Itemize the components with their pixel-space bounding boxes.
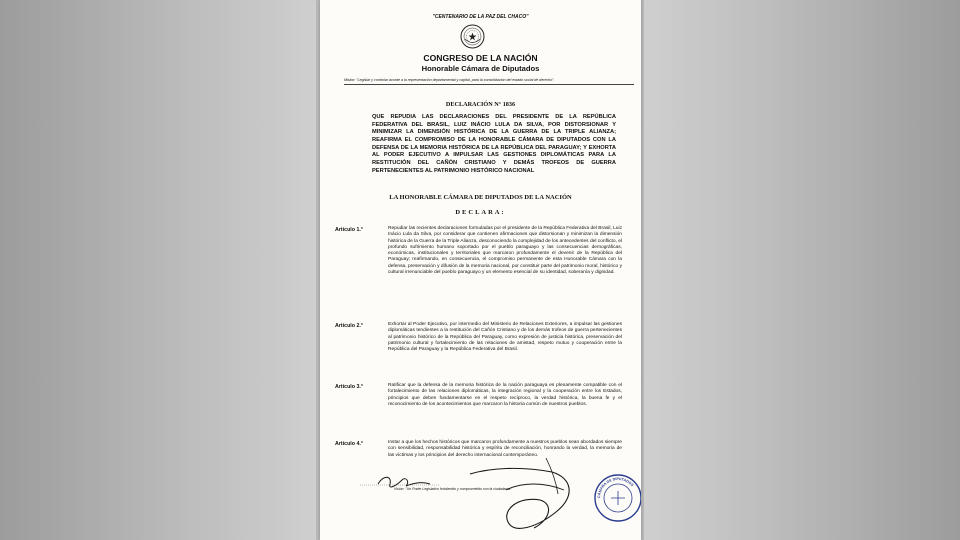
header-divider bbox=[344, 84, 634, 85]
chamber-heading: LA HONORABLE CÁMARA DE DIPUTADOS DE LA NACIÓN bbox=[389, 194, 572, 201]
mision-statement: Misión: "Legislar y controlar acorde a la representación departamental y capital, para la consolidación del estado social de derecho". bbox=[344, 78, 555, 82]
blurred-background-left bbox=[0, 0, 316, 540]
declaracion-number: DECLARACIÓN N° 1836 bbox=[445, 101, 516, 108]
document-page bbox=[320, 0, 641, 540]
declara-heading: DECLARA: bbox=[455, 209, 506, 216]
article-3-text: Ratificar que la defensa de la memoria histórica de la nación paraguaya es plenamente compatible con el fortalecimiento de las relaciones diplomáticas, la integración regional y la cooperación entre los Estados, principios que deben fundamentarse en el respeto recíproco, la verdad histórica, la buena fe y el reconocimiento de los acontecimientos que marcaron la historia común de nuestros pueblos. bbox=[388, 383, 622, 407]
congress-name: CONGRESO DE LA NACIÓN bbox=[423, 53, 538, 63]
article-1-label: Artículo 1.° bbox=[335, 227, 364, 233]
declaracion-intro: QUE REPUDIA LAS DECLARACIONES DEL PRESIDENTE DE LA REPÚBLICA FEDERATIVA DEL BRASIL, LUIZ INÁCIO LULA DA SILVA, POR DISTORSIONAR Y MINIMIZAR LA DIMENSIÓN HISTÓRICA DE LA GUERRA DE LA TRIPLE ALIANZA; REAFIRMA EL COMPROMISO DE LA HONORABLE CÁMARA DE DIPUTADOS CON LA DEFENSA DE LA MEMORIA HISTÓRICA DE LA REPÚBLICA DEL PARAGUAY; Y EXHORTA AL PODER EJECUTIVO A IMPULSAR LAS GESTIONES DIPLOMÁTICAS PARA LA RESTITUCIÓN DEL CAÑÓN CRISTIANO Y DEMÁS TROFEOS DE GUERRA PERTENECIENTES AL PATRIMONIO HISTÓRICO NACIONAL bbox=[372, 114, 616, 174]
vision-statement: Visión: "Un Poder Legislativo fortalecido y comprometido con la ciudadanía". bbox=[394, 487, 513, 491]
article-1-text: Repudiar las recientes declaraciones formuladas por el presidente de la República Federativa del Brasil, Luiz Inácio Lula da Silva, por considerar que contienen afirmaciones que distorsionan y minimizan la dimensión histórica de la Guerra de la Triple Alianza, desconociendo la complejidad de los antecedentes del conflicto, el profundo sufrimiento humano soportado por el pueblo paraguayo y las consecuencias demográficas, económicas, institucionales y territoriales que marcaron profundamente el devenir de la República del Paraguay; reafirmando, en consecuencia, el compromiso permanente de esta Honorable Cámara con la defensa, preservación y difusión de la memoria nacional, por constituir parte del patrimonio moral, histórico y cultural irrenunciable del pueblo paraguayo y un elemento esencial de su identidad, soberanía y dignidad. bbox=[388, 226, 622, 275]
national-seal-icon bbox=[460, 24, 485, 49]
official-stamp bbox=[592, 472, 641, 524]
article-2-label: Artículo 2.° bbox=[335, 323, 364, 329]
article-3-label: Artículo 3.° bbox=[335, 384, 364, 390]
centenario-header: "CENTENARIO DE LA PAZ DEL CHACO" bbox=[432, 14, 529, 20]
chamber-name: Honorable Cámara de Diputados bbox=[421, 64, 540, 73]
blurred-background-right bbox=[644, 0, 960, 540]
article-4-text: Instar a que los hechos históricos que marcaron profundamente a nuestros pueblos sean abordados siempre con sensibilidad, responsabilidad histórica y espíritu de reconciliación, honrando la verdad, la memoria de las víctimas y los principios del derecho internacional contemporáneo. bbox=[388, 440, 622, 458]
stamp-lettering: CÁMARA DE DIPUTADOS bbox=[596, 476, 635, 499]
article-4-label: Artículo 4.° bbox=[335, 441, 364, 447]
article-2-text: Exhortar al Poder Ejecutivo, por intermedio del Ministerio de Relaciones Exteriores, a impulsar las gestiones diplomáticas tendientes a la restitución del Cañón Cristiano y de los demás trofeos de guerra pertenecientes al patrimonio histórico de la República del Paraguay, como expresión de justicia histórica, preservación del patrimonio cultural y fortalecimiento de las relaciones de amistad, respeto mutuo y cooperación entre la República del Paraguay y la República Federativa del Brasil. bbox=[388, 322, 622, 352]
